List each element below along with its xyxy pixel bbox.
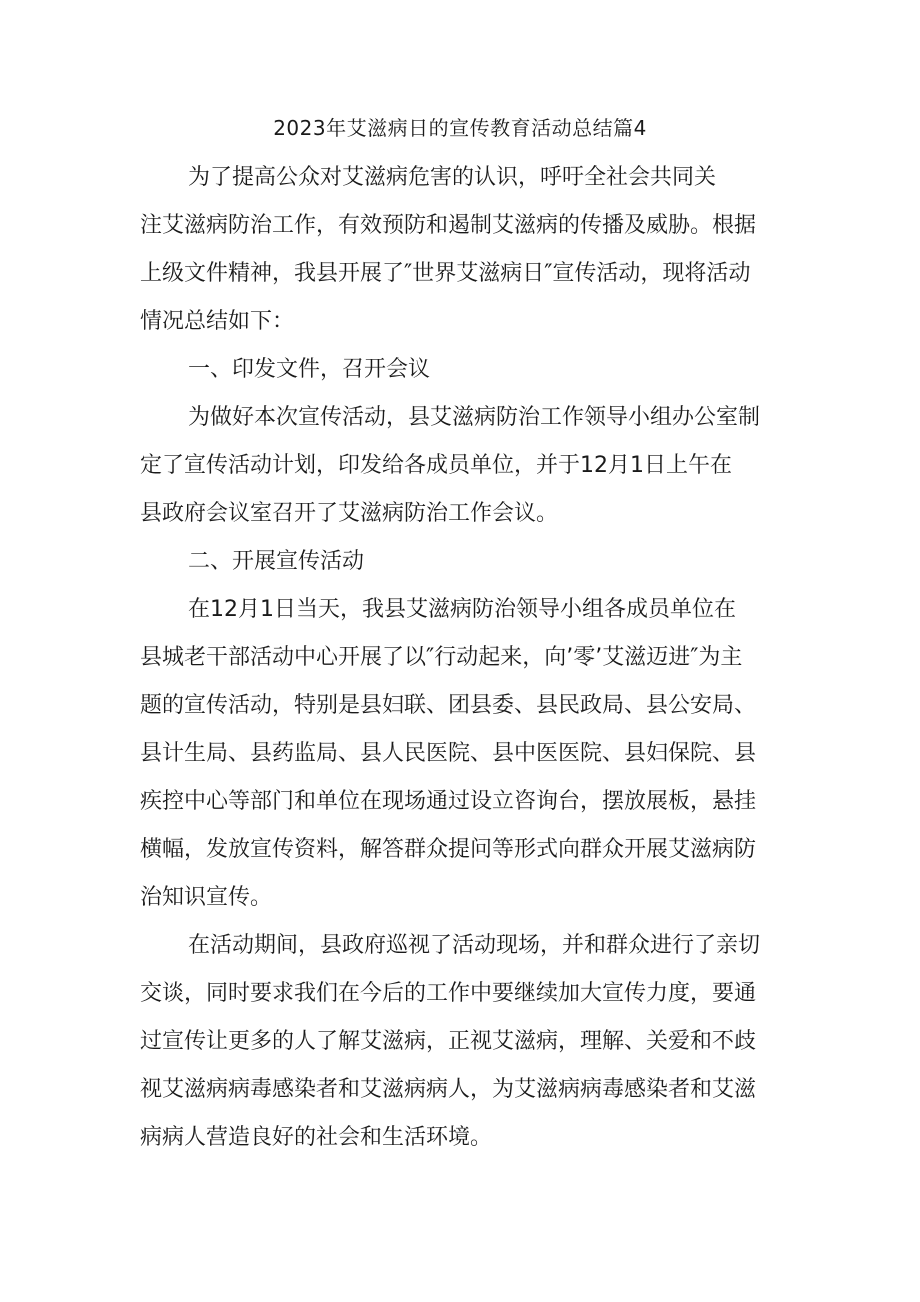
text-line: 在活动期间，县政府巡视了活动现场，并和群众进行了亲切	[188, 933, 761, 958]
text-line: 横幅，发放宣传资料，解答群众提问等形式向群众开展艾滋病防	[140, 837, 757, 862]
text-line: 病病人营造良好的社会和生活环境。	[140, 1125, 493, 1150]
text-line: 题的宣传活动，特别是县妇联、团县委、县民政局、县公安局、	[140, 693, 757, 718]
text-line: 疾控中心等部门和单位在现场通过设立咨询台，摆放展板，悬挂	[140, 789, 757, 814]
text-line: 县政府会议室召开了艾滋病防治工作会议。	[140, 501, 559, 526]
section-heading: 二、开展宣传活动	[188, 549, 365, 574]
section-heading: 一、印发文件，召开会议	[188, 357, 431, 382]
document-title: 2023年艾滋病日的宣传教育活动总结篇4	[273, 116, 647, 140]
text-line: 情况总结如下：	[140, 309, 295, 334]
text-line: 治知识宣传。	[140, 885, 273, 910]
text-line: 注艾滋病防治工作，有效预防和遏制艾滋病的传播及威胁。根据	[140, 213, 757, 238]
text-line: 为做好本次宣传活动，县艾滋病防治工作领导小组办公室制	[188, 405, 761, 430]
text-line: 定了宣传活动计划，印发给各成员单位，并于12月1日上午在	[140, 453, 732, 478]
text-line: 为了提高公众对艾滋病危害的认识，呼吁全社会共同关	[188, 165, 717, 190]
text-line: 视艾滋病病毒感染者和艾滋病病人，为艾滋病病毒感染者和艾滋	[140, 1077, 757, 1102]
text-line: 县计生局、县药监局、县人民医院、县中医医院、县妇保院、县	[140, 741, 757, 766]
text-line: 在12月1日当天，我县艾滋病防治领导小组各成员单位在	[188, 597, 736, 622]
text-line: 县城老干部活动中心开展了以″行动起来，向’零’艾滋迈进″为主	[140, 645, 743, 670]
text-line: 上级文件精神，我县开展了″世界艾滋病日″宣传活动，现将活动	[140, 261, 751, 286]
text-line: 交谈，同时要求我们在今后的工作中要继续加大宣传力度，要通	[140, 981, 757, 1006]
text-line: 过宣传让更多的人了解艾滋病，正视艾滋病，理解、关爱和不歧	[140, 1029, 757, 1054]
